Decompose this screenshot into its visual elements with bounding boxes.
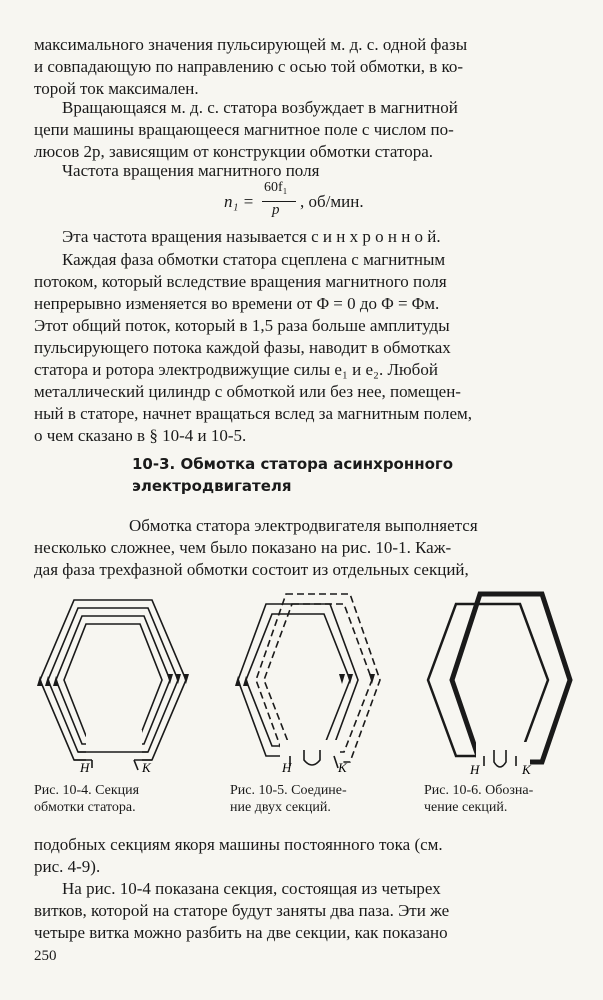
paragraph-winding [34,515,570,581]
formula-denominator: p [272,202,280,218]
figures-row [0,590,603,820]
formula-lhs: n₁ = [224,192,255,211]
page-number: 250 [34,948,57,964]
text-line: торой ток максимален. [34,79,199,98]
paragraph-similar-sections [34,834,570,878]
formula-unit: , об/мин. [300,192,364,211]
paragraph-phase-flux [34,249,570,447]
label-start-H: Н [282,760,292,775]
caption-figure-10-4 [34,782,139,816]
paragraph-fig-10-4 [34,878,570,944]
label-start-H: Н [470,762,480,777]
figure-10-5-two-sections [230,590,390,775]
text-line: На рис. 10-4 показана секция, состоящая из четырех [62,879,441,898]
text-line: статора и ротора электродвижущие силы e₁ и e₂. Любой [34,360,438,379]
caption-line: Рис. 10-5. Соедине- [230,783,347,798]
caption-figure-10-6 [424,782,533,816]
text-line: ный в статоре, начнет вращаться вслед за магнитным полем, [34,404,472,423]
figure-10-6-section-notation [420,590,580,780]
section-heading [132,453,453,497]
caption-line: обмотки статора. [34,800,136,815]
text-line: Этот общий поток, который в 1,5 раза больше амплитуды [34,316,450,335]
caption-line: ние двух секций. [230,800,331,815]
text-line: Частота вращения магнитного поля [62,161,320,180]
text-line: рис. 4-9). [34,857,101,876]
formula-numerator: 60f₁ [264,180,288,195]
label-end-K: К [522,762,531,777]
paragraph-rotating-mmf [34,97,570,163]
text-line: цепи машины вращающееся магнитное поле с числом по- [34,120,454,139]
paragraph-frequency-intro [34,160,570,182]
text-line: пульсирующего потока каждой фазы, наводит в обмотках [34,338,451,357]
text-line: максимального значения пульсирующей м. д. с. одной фазы [34,35,468,54]
caption-line: Рис. 10-4. Секция [34,783,140,798]
text-line: металлический цилиндр с обмоткой или без нее, помещен- [34,382,461,401]
text-line: непрерывно изменяется во времени от Φ = 0 до Φ = Φм. [34,294,440,313]
text-line: и совпадающую по направлению с осью той обмотки, в ко- [34,57,464,76]
caption-line: Рис. 10-6. Обозна- [424,783,534,798]
text-line: четыре витка можно разбить на две секции, как показано [34,923,448,942]
label-end-K: К [338,760,347,775]
text-line: Каждая фаза обмотки статора сцеплена с магнитным [62,250,446,269]
text-line: Обмотка статора электродвигателя выполняется [129,516,478,535]
text-line: дая фаза трехфазной обмотки состоит из отдельных секций, [34,560,469,579]
text-line: Эта частота вращения называется с и н х р о н н о й. [62,227,441,246]
caption-line: чение секций. [424,800,508,815]
label-end-K: К [142,760,151,775]
caption-figure-10-5 [230,782,347,816]
figure-10-4-coil-section [34,590,194,775]
text-line: витков, которой на статоре будут заняты два паза. Эти же [34,901,450,920]
text-line: о чем сказано в § 10-4 и 10-5. [34,426,247,445]
paragraph-synchronous [34,226,570,248]
top-paragraph [34,34,570,100]
text-line: подобных секциям якоря машины постоянного тока (см. [34,835,443,854]
text-line: люсов 2p, зависящим от конструкции обмотки статора. [34,142,434,161]
heading-line: электродвигателя [132,477,292,495]
label-start-H: Н [80,760,90,775]
frequency-formula [0,180,603,224]
text-line: потоком, который вследствие вращения магнитного поля [34,272,447,291]
heading-line: 10-3. Обмотка статора асинхронного [132,455,454,473]
text-line: Вращающаяся м. д. с. статора возбуждает в магнитной [62,98,458,117]
text-line: несколько сложнее, чем было показано на рис. 10-1. Каж- [34,538,452,557]
